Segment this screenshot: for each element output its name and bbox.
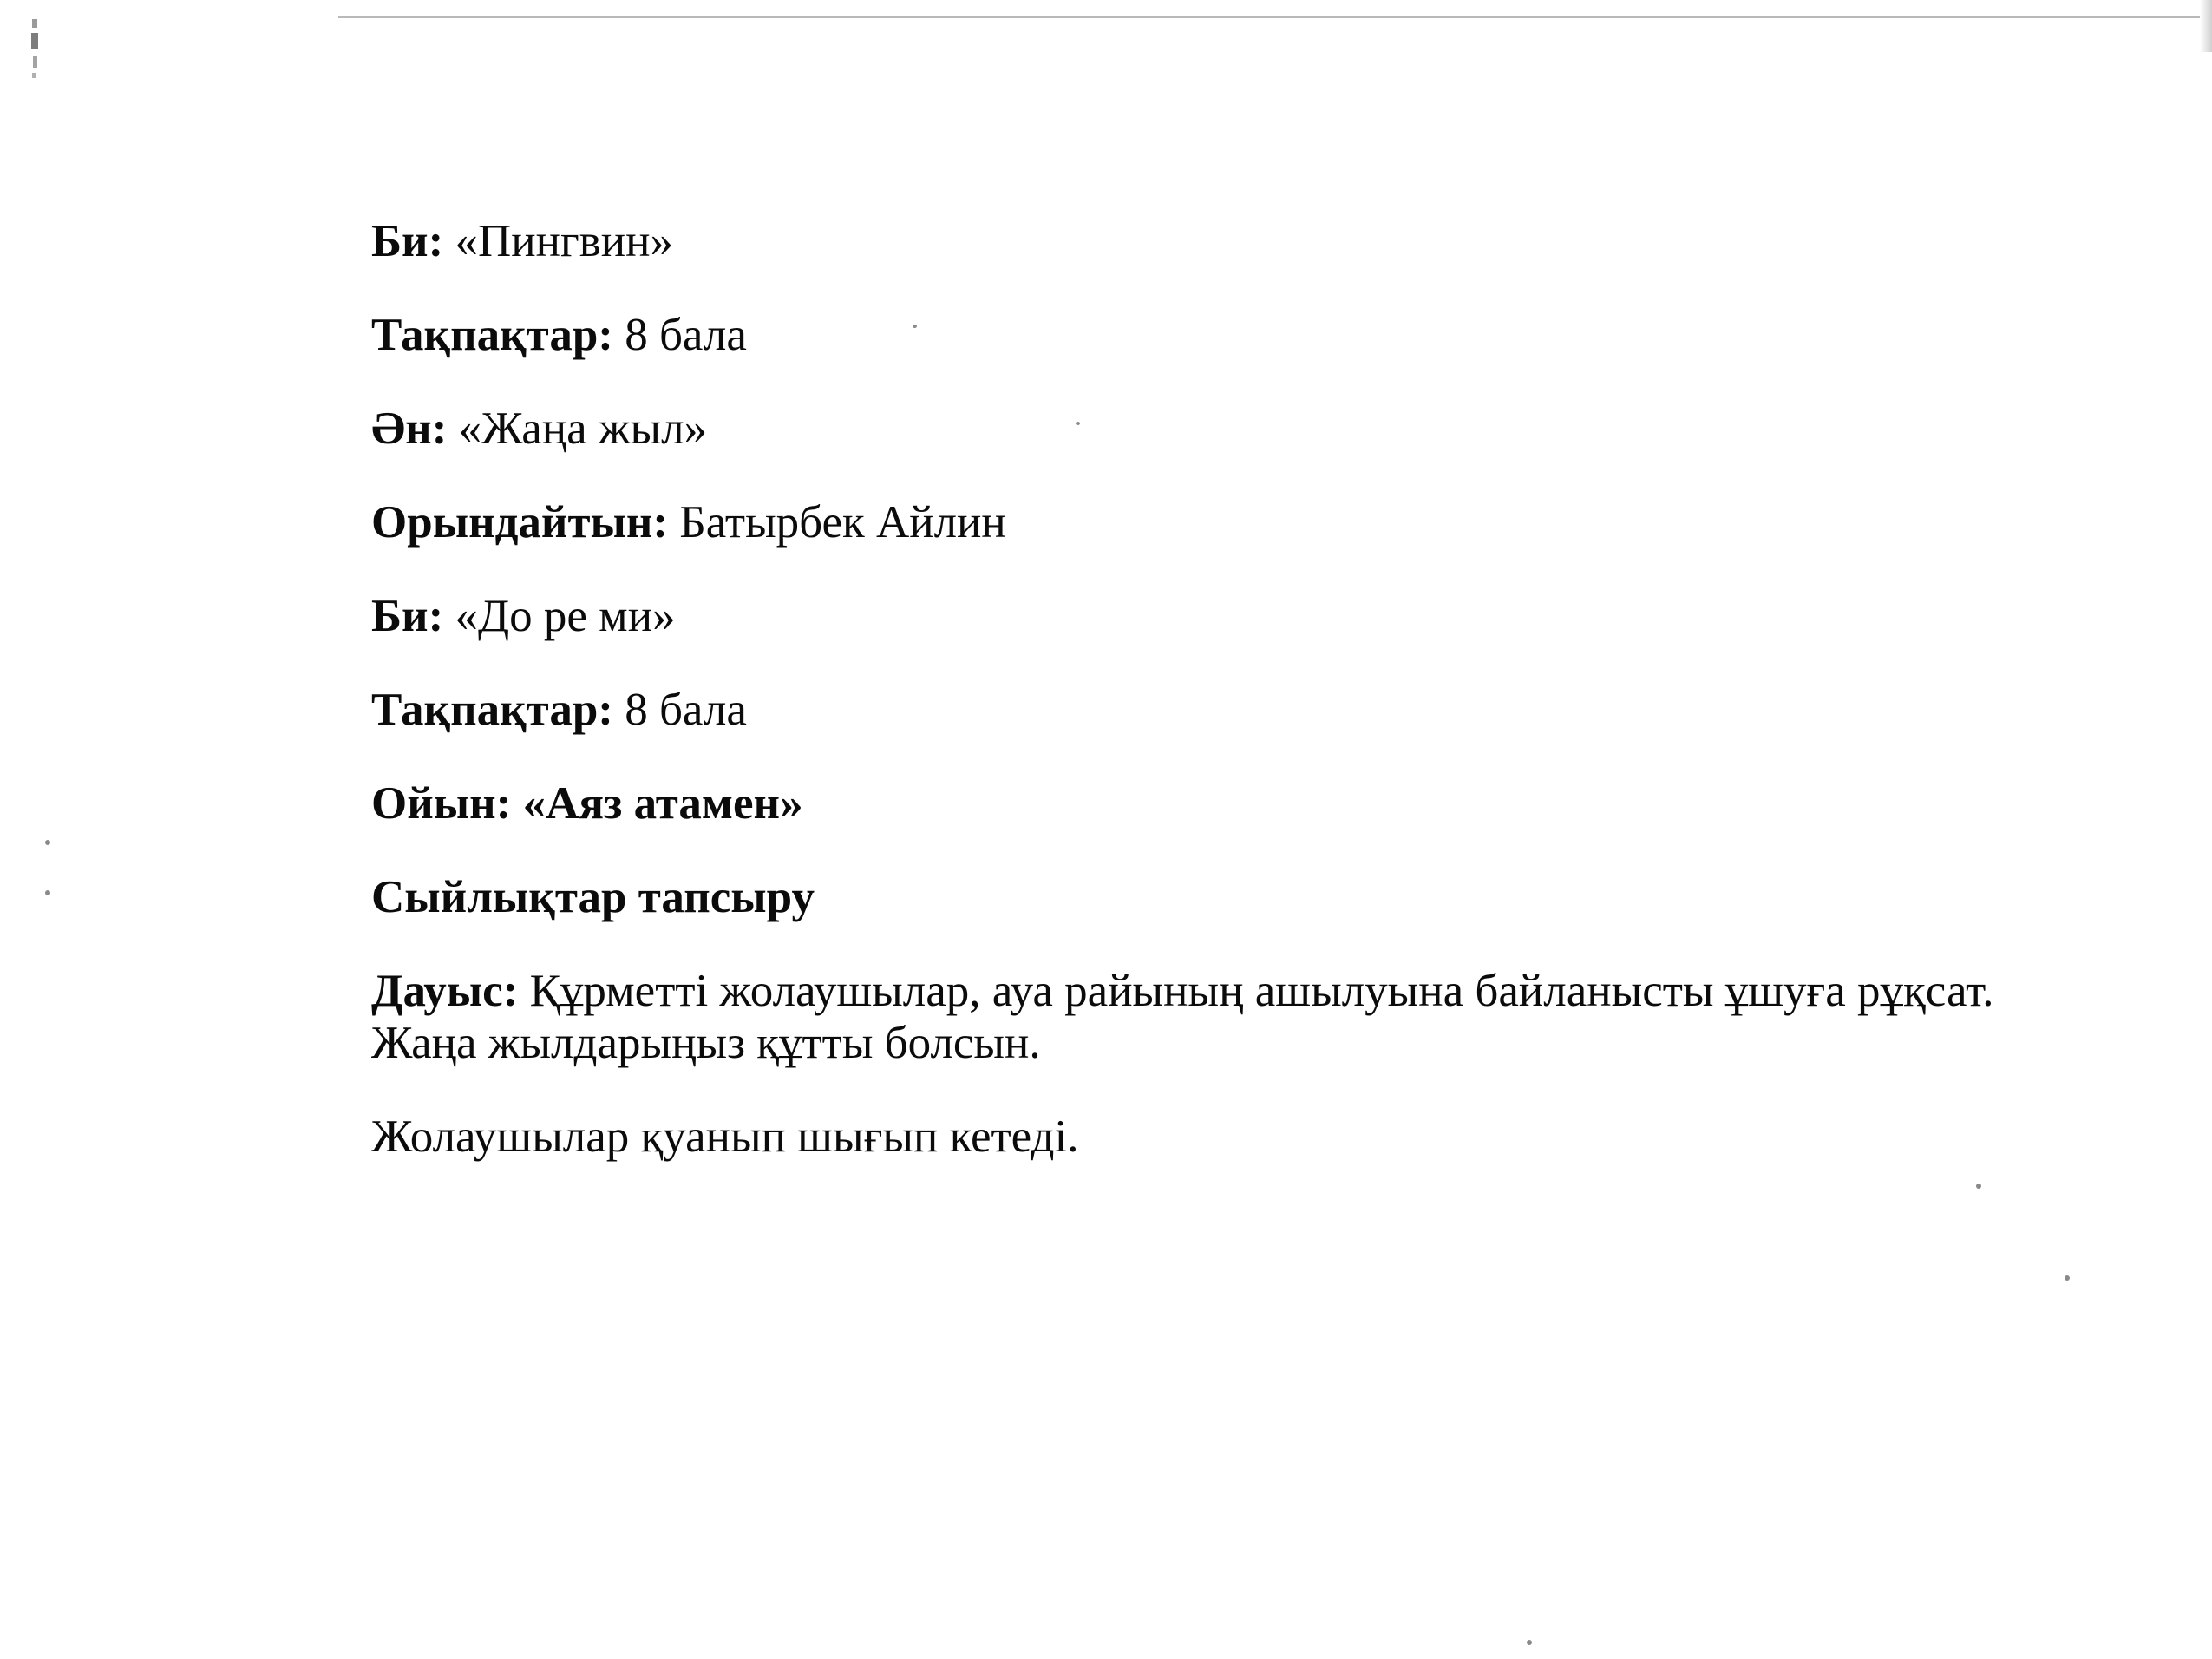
program-line — [371, 496, 2071, 548]
program-line — [371, 871, 2071, 923]
scan-speck — [1976, 1184, 1981, 1189]
program-line — [371, 590, 2071, 642]
program-line — [371, 403, 2071, 455]
line-label: Би: — [371, 216, 444, 266]
line-text: 8 бала — [612, 310, 747, 360]
line-text: Жолаушылар қуанып шығып кетеді. — [371, 1111, 1079, 1162]
program-line — [371, 309, 2071, 361]
scan-speck — [45, 840, 50, 845]
scan-top-edge — [338, 16, 2203, 18]
line-label: Би: — [371, 591, 444, 641]
scan-artifact-mark — [29, 17, 42, 87]
program-text — [371, 215, 2071, 1163]
line-label: Тақпақтар: — [371, 685, 613, 735]
line-text: Құрметті жолаушылар, ауа райының ашылуына байланысты ұшуға рұқсат. Жаңа жылдарыңыз құтты болсын. — [371, 966, 1994, 1068]
line-text: 8 бала — [612, 685, 747, 735]
scan-speck — [2065, 1275, 2070, 1281]
line-text: «До ре ми» — [443, 591, 676, 641]
program-line — [371, 215, 2071, 267]
line-text: «Жаңа жыл» — [447, 403, 708, 454]
program-line — [371, 1111, 2071, 1163]
line-label: Дауыс: — [371, 966, 519, 1016]
scan-speck — [1527, 1640, 1532, 1645]
scan-right-shadow — [2200, 0, 2212, 52]
program-line — [371, 777, 2071, 830]
line-label: Ән: — [371, 403, 448, 454]
line-label: Орындайтын: — [371, 497, 669, 548]
scan-speck — [45, 890, 50, 895]
program-line — [371, 965, 2071, 1069]
line-label: Сыйлықтар тапсыру — [371, 872, 815, 922]
line-label: Тақпақтар: — [371, 310, 613, 360]
line-text: «Пингвин» — [443, 216, 673, 266]
line-text: Батырбек Айлин — [668, 497, 1006, 548]
line-text: «Аяз атамен» — [511, 778, 803, 829]
program-line — [371, 684, 2071, 736]
line-label: Ойын: — [371, 778, 512, 829]
